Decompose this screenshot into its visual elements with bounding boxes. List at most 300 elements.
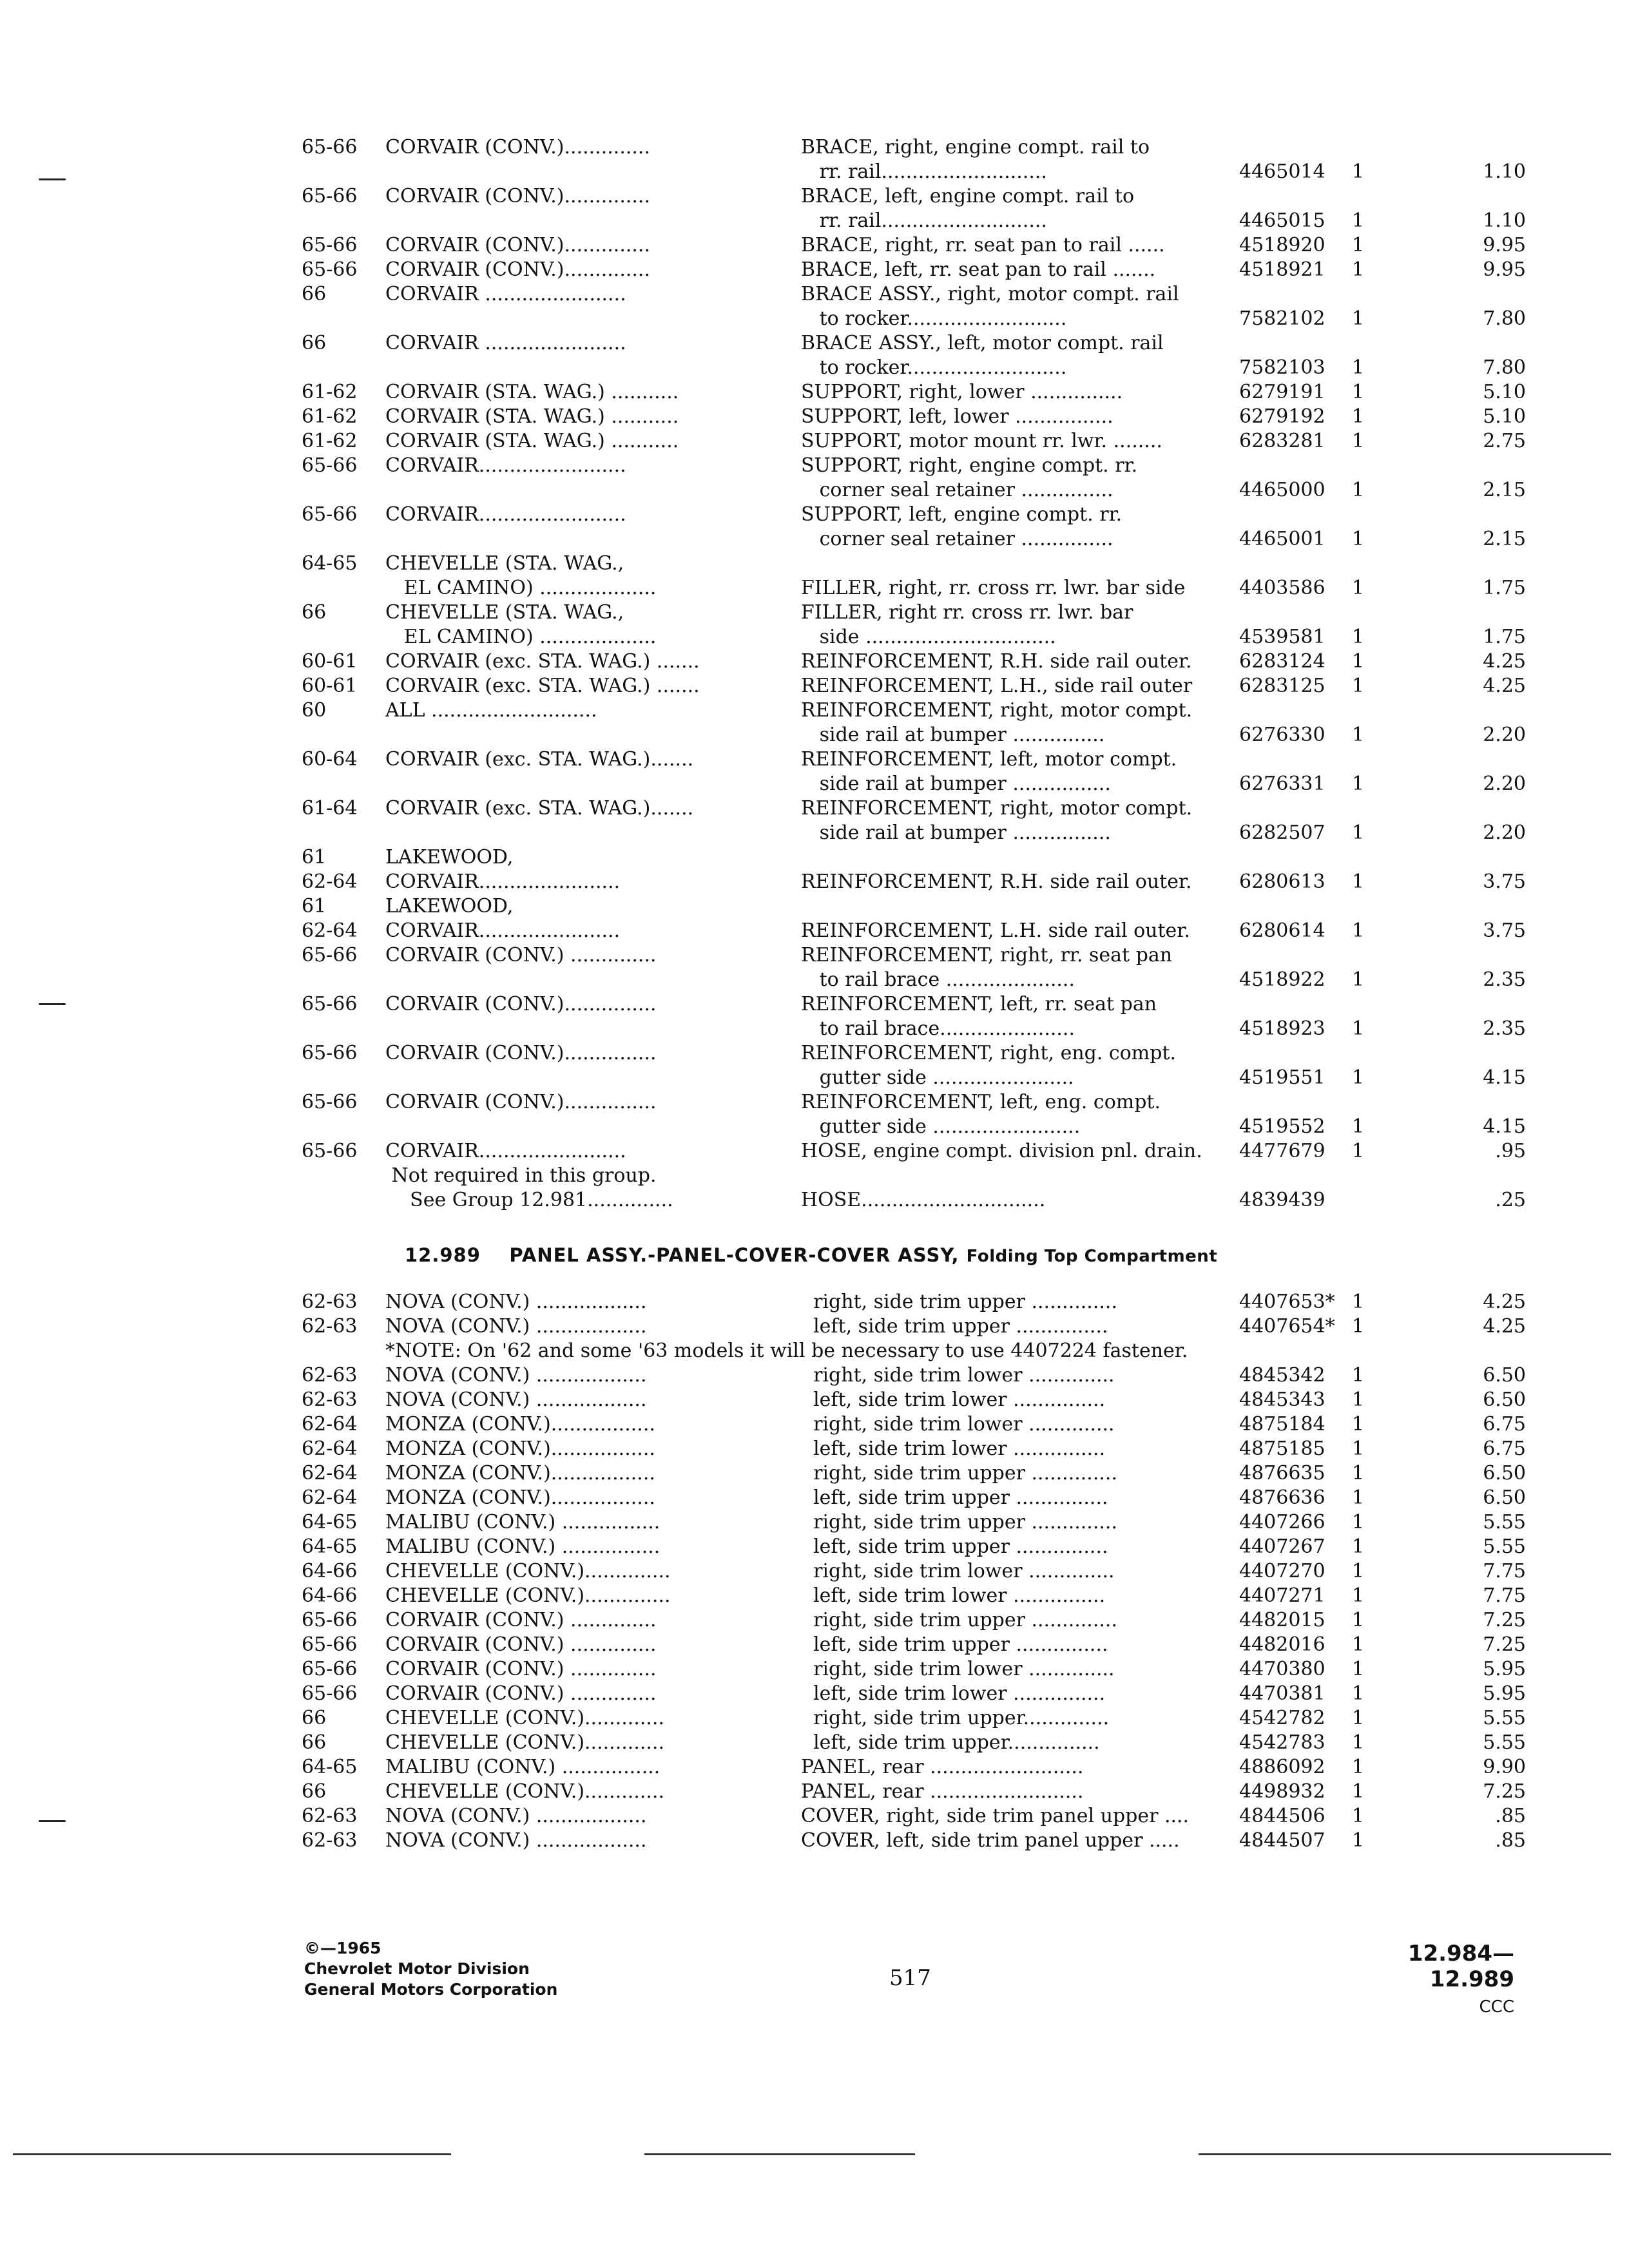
part-number-cell: 4518921: [1239, 258, 1325, 281]
year-cell: 66: [302, 601, 327, 624]
table-row: [302, 649, 1532, 674]
description-cell: SUPPORT, motor mount rr. lwr. ........: [801, 430, 1162, 452]
part-number-cell: 4477679: [1239, 1140, 1325, 1162]
description-cell: HOSE, engine compt. division pnl. drain.: [801, 1140, 1202, 1162]
model-cell: CORVAIR (CONV.)..............: [385, 234, 651, 256]
model-cell: CHEVELLE (CONV.)..............: [385, 1560, 671, 1582]
table-row: [302, 1510, 1532, 1535]
model-cell: CORVAIR (CONV.)...............: [385, 993, 657, 1015]
table-row: [302, 576, 1532, 601]
table-row: [302, 698, 1532, 723]
model-cell: CORVAIR........................: [385, 503, 626, 526]
description-cell: right, side trim upper ..............: [801, 1291, 1117, 1313]
description-cell: REINFORCEMENT, left, motor compt.: [801, 748, 1177, 771]
model-cell: CORVAIR (CONV.) ..............: [385, 1682, 657, 1705]
quantity-cell: 1: [1352, 1584, 1365, 1607]
table-row: [302, 1164, 1532, 1188]
description-cell: BRACE, left, engine compt. rail to: [801, 185, 1135, 207]
year-cell: 62-64: [302, 1462, 358, 1485]
table-row: [302, 625, 1532, 649]
quantity-cell: 1: [1352, 1066, 1365, 1089]
quantity-cell: 1: [1352, 1535, 1365, 1558]
table-row: [302, 894, 1532, 919]
year-cell: 65-66: [302, 944, 358, 966]
table-row: [302, 1017, 1532, 1041]
model-cell: MONZA (CONV.).................: [385, 1486, 655, 1509]
price-cell: 7.75: [1483, 1560, 1526, 1582]
quantity-cell: 1: [1352, 1437, 1365, 1460]
year-cell: 66: [302, 1707, 327, 1729]
table-row: [302, 1041, 1532, 1066]
table-row: [302, 1706, 1532, 1731]
table-row: [302, 184, 1532, 209]
price-cell: 6.50: [1483, 1364, 1526, 1387]
margin-mark: [39, 1003, 66, 1005]
table-row: [302, 1559, 1532, 1584]
model-cell: CORVAIR........................: [385, 454, 626, 477]
year-cell: 60: [302, 699, 327, 722]
quantity-cell: 1: [1352, 381, 1365, 403]
year-cell: 62-64: [302, 870, 358, 893]
part-number-cell: 4845343: [1239, 1389, 1325, 1411]
model-cell: CHEVELLE (CONV.).............: [385, 1707, 664, 1729]
description-cell: rr. rail...........................: [801, 160, 1047, 183]
part-number-cell: 4542783: [1239, 1731, 1325, 1754]
model-cell: CORVAIR.......................: [385, 870, 621, 893]
table-row: [302, 968, 1532, 992]
price-cell: 7.25: [1483, 1609, 1526, 1631]
price-cell: 1.10: [1483, 209, 1526, 232]
group-range-block: [1347, 1941, 1514, 2017]
part-number-cell: 4539581: [1239, 626, 1325, 648]
table-row: [302, 919, 1532, 943]
catalog-code: CCC: [1479, 1997, 1514, 2017]
table-row: [302, 552, 1532, 576]
model-cell: NOVA (CONV.) ..................: [385, 1315, 647, 1338]
quantity-cell: 1: [1352, 1805, 1365, 1827]
description-cell: PANEL, rear .........................: [801, 1756, 1084, 1778]
price-cell: 5.55: [1483, 1707, 1526, 1729]
description-cell: left, side trim lower ...............: [801, 1437, 1106, 1460]
description-cell: BRACE, right, rr. seat pan to rail ......: [801, 234, 1165, 256]
part-number-cell: 4875185: [1239, 1437, 1325, 1460]
table-row: [302, 454, 1532, 478]
quantity-cell: 1: [1352, 1682, 1365, 1705]
part-number-cell: 7582103: [1239, 356, 1325, 379]
quantity-cell: 1: [1352, 1140, 1365, 1162]
description-cell: rr. rail...........................: [801, 209, 1047, 232]
table-row: [302, 1090, 1532, 1115]
model-cell: CHEVELLE (CONV.).............: [385, 1780, 664, 1803]
price-cell: 2.20: [1483, 773, 1526, 795]
quantity-cell: 1: [1352, 258, 1365, 281]
model-cell: CHEVELLE (STA. WAG.,: [385, 601, 624, 624]
table-row: [302, 1804, 1532, 1829]
quantity-cell: 1: [1352, 919, 1365, 942]
year-cell: 65-66: [302, 136, 358, 159]
description-cell: left, side trim lower ...............: [801, 1682, 1106, 1705]
table-row: [302, 943, 1532, 968]
price-cell: 4.25: [1483, 1291, 1526, 1313]
part-number-cell: 4407271: [1239, 1584, 1325, 1607]
price-cell: 7.80: [1483, 307, 1526, 330]
description-cell: right, side trim upper ..............: [801, 1462, 1117, 1485]
description-cell: corner seal retainer ...............: [801, 479, 1113, 501]
description-cell: right, side trim upper..............: [801, 1707, 1110, 1729]
table-row: [302, 1633, 1532, 1657]
model-cell: MALIBU (CONV.) ................: [385, 1511, 660, 1533]
description-cell: side rail at bumper ...............: [801, 724, 1105, 746]
price-cell: 1.75: [1483, 626, 1526, 648]
part-number-cell: 6279191: [1239, 381, 1325, 403]
table-row: [302, 601, 1532, 625]
model-cell: CORVAIR (exc. STA. WAG.) .......: [385, 675, 700, 697]
year-cell: 66: [302, 1780, 327, 1803]
table-row: [302, 429, 1532, 454]
quantity-cell: 1: [1352, 160, 1365, 183]
part-number-cell: 7582102: [1239, 307, 1325, 330]
year-cell: 62-63: [302, 1389, 358, 1411]
table-row: [302, 258, 1532, 282]
table-row: [302, 1829, 1532, 1853]
table-row: [302, 160, 1532, 184]
table-row: [302, 1755, 1532, 1780]
part-number-cell: 4876635: [1239, 1462, 1325, 1485]
part-number-cell: 4839439: [1239, 1189, 1325, 1211]
description-cell: left, side trim upper ...............: [801, 1315, 1108, 1338]
table-row: [302, 1412, 1532, 1437]
table-row: [302, 796, 1532, 821]
description-cell: SUPPORT, left, engine compt. rr.: [801, 503, 1123, 526]
price-cell: 9.90: [1483, 1756, 1526, 1778]
part-number-cell: 4482015: [1239, 1609, 1325, 1631]
page-number: 517: [889, 1965, 931, 1991]
year-cell: 61-64: [302, 797, 358, 820]
parts-table-bottom: [302, 1290, 1532, 1853]
model-cell: EL CAMINO) ...................: [385, 626, 657, 648]
description-cell: HOSE..............................: [801, 1189, 1046, 1211]
model-cell: CORVAIR (CONV.)..............: [385, 185, 651, 207]
price-cell: 4.25: [1483, 1315, 1526, 1338]
price-cell: 7.80: [1483, 356, 1526, 379]
quantity-cell: 1: [1352, 234, 1365, 256]
description-cell: gutter side .......................: [801, 1066, 1074, 1089]
description-cell: right, side trim lower ..............: [801, 1413, 1115, 1436]
year-cell: 64-65: [302, 1535, 358, 1558]
price-cell: 4.25: [1483, 650, 1526, 673]
quantity-cell: 1: [1352, 870, 1365, 893]
quantity-cell: 1: [1352, 479, 1365, 501]
description-cell: to rail brace......................: [801, 1017, 1075, 1040]
part-number-cell: 4407267: [1239, 1535, 1325, 1558]
table-row: [302, 1339, 1532, 1363]
table-row: [302, 307, 1532, 331]
model-cell: CORVAIR (exc. STA. WAG.).......: [385, 748, 694, 771]
price-cell: 7.25: [1483, 1780, 1526, 1803]
year-cell: 61-62: [302, 405, 358, 428]
description-cell: PANEL, rear .........................: [801, 1780, 1084, 1803]
year-cell: 66: [302, 1731, 327, 1754]
table-row: [302, 1461, 1532, 1486]
part-number-cell: 4518923: [1239, 1017, 1325, 1040]
table-row: [302, 723, 1532, 747]
model-cell: Not required in this group.: [385, 1164, 657, 1187]
description-cell: FILLER, right rr. cross rr. lwr. bar: [801, 601, 1133, 624]
description-cell: FILLER, right, rr. cross rr. lwr. bar side: [801, 577, 1186, 599]
model-cell: CORVAIR (exc. STA. WAG.).......: [385, 797, 694, 820]
quantity-cell: 1: [1352, 356, 1365, 379]
description-cell: right, side trim upper ..............: [801, 1511, 1117, 1533]
model-cell: CORVAIR (CONV.)...............: [385, 1042, 657, 1064]
part-number-cell: 4844506: [1239, 1805, 1325, 1827]
model-cell: CORVAIR (STA. WAG.) ...........: [385, 405, 679, 428]
table-row: [302, 1486, 1532, 1510]
model-cell: CORVAIR.......................: [385, 919, 621, 942]
part-number-cell: 6283124: [1239, 650, 1325, 673]
description-cell: to rocker..........................: [801, 307, 1067, 330]
quantity-cell: 1: [1352, 724, 1365, 746]
year-cell: 62-63: [302, 1315, 358, 1338]
price-cell: .85: [1495, 1829, 1526, 1852]
table-row: [302, 1535, 1532, 1559]
description-cell: COVER, right, side trim panel upper ....: [801, 1805, 1190, 1827]
model-cell: CORVAIR (CONV.) ..............: [385, 1609, 657, 1631]
year-cell: 62-63: [302, 1364, 358, 1387]
model-cell: CORVAIR (CONV.)...............: [385, 1091, 657, 1113]
quantity-cell: 1: [1352, 968, 1365, 991]
quantity-cell: 1: [1352, 1364, 1365, 1387]
table-row: [302, 527, 1532, 552]
year-cell: 62-64: [302, 919, 358, 942]
part-number-cell: 4465014: [1239, 160, 1325, 183]
price-cell: 4.15: [1483, 1066, 1526, 1089]
price-cell: 2.75: [1483, 430, 1526, 452]
price-cell: 1.10: [1483, 160, 1526, 183]
section-heading: [405, 1244, 1217, 1266]
quantity-cell: 1: [1352, 822, 1365, 844]
description-cell: right, side trim lower ..............: [801, 1364, 1115, 1387]
table-row: [302, 845, 1532, 870]
section-title: PANEL ASSY.-PANEL-COVER-COVER ASSY,: [509, 1244, 959, 1266]
division-name: Chevrolet Motor Division: [304, 1959, 530, 1978]
model-cell: EL CAMINO) ...................: [385, 577, 657, 599]
price-cell: 5.10: [1483, 405, 1526, 428]
part-number-cell: 4407654*: [1239, 1315, 1335, 1338]
part-number-cell: 6280613: [1239, 870, 1325, 893]
description-cell: left, side trim upper ...............: [801, 1486, 1108, 1509]
table-row: [302, 1682, 1532, 1706]
model-cell: CORVAIR .......................: [385, 283, 626, 305]
model-cell: CHEVELLE (STA. WAG.,: [385, 552, 624, 575]
quantity-cell: 1: [1352, 1707, 1365, 1729]
table-row: [302, 1437, 1532, 1461]
quantity-cell: 1: [1352, 626, 1365, 648]
year-cell: 66: [302, 332, 327, 354]
year-cell: 64-65: [302, 552, 358, 575]
part-number-cell: 4519551: [1239, 1066, 1325, 1089]
description-cell: BRACE, right, engine compt. rail to: [801, 136, 1150, 159]
quantity-cell: 1: [1352, 1756, 1365, 1778]
year-cell: 61: [302, 895, 327, 918]
description-cell: REINFORCEMENT, L.H. side rail outer.: [801, 919, 1190, 942]
price-cell: 5.95: [1483, 1682, 1526, 1705]
year-cell: 61-62: [302, 381, 358, 403]
table-row: [302, 1115, 1532, 1139]
description-cell: REINFORCEMENT, R.H. side rail outer.: [801, 870, 1192, 893]
price-cell: 6.50: [1483, 1462, 1526, 1485]
quantity-cell: 1: [1352, 528, 1365, 550]
description-cell: COVER, left, side trim panel upper .....: [801, 1829, 1180, 1852]
price-cell: .85: [1495, 1805, 1526, 1827]
quantity-cell: 1: [1352, 1658, 1365, 1680]
model-cell: CORVAIR (CONV.)..............: [385, 136, 651, 159]
part-number-cell: 4465015: [1239, 209, 1325, 232]
model-cell: NOVA (CONV.) ..................: [385, 1389, 647, 1411]
year-cell: 64-65: [302, 1511, 358, 1533]
bottom-rule: [13, 2153, 451, 2155]
year-cell: 65-66: [302, 1682, 358, 1705]
quantity-cell: 1: [1352, 430, 1365, 452]
description-cell: to rocker..........................: [801, 356, 1067, 379]
table-row: [302, 380, 1532, 405]
quantity-cell: 1: [1352, 405, 1365, 428]
year-cell: 65-66: [302, 993, 358, 1015]
price-cell: 2.20: [1483, 724, 1526, 746]
year-cell: 60-61: [302, 650, 358, 673]
year-cell: 65-66: [302, 1609, 358, 1631]
table-row: [302, 1584, 1532, 1608]
quantity-cell: 1: [1352, 1315, 1365, 1338]
year-cell: 65-66: [302, 1091, 358, 1113]
model-cell: See Group 12.981..............: [385, 1189, 673, 1211]
quantity-cell: 1: [1352, 1486, 1365, 1509]
part-number-cell: 4518920: [1239, 234, 1325, 256]
price-cell: 2.20: [1483, 822, 1526, 844]
description-cell: SUPPORT, right, lower ...............: [801, 381, 1123, 403]
quantity-cell: 1: [1352, 1291, 1365, 1313]
quantity-cell: 1: [1352, 1511, 1365, 1533]
description-cell: left, side trim upper...............: [801, 1731, 1100, 1754]
part-number-cell: 4470380: [1239, 1658, 1325, 1680]
quantity-cell: 1: [1352, 1609, 1365, 1631]
price-cell: 2.35: [1483, 968, 1526, 991]
part-number-cell: 6282507: [1239, 822, 1325, 844]
part-number-cell: 4482016: [1239, 1633, 1325, 1656]
price-cell: 2.35: [1483, 1017, 1526, 1040]
year-cell: 60-61: [302, 675, 358, 697]
part-number-cell: 4875184: [1239, 1413, 1325, 1436]
quantity-cell: 1: [1352, 1115, 1365, 1138]
model-cell: MALIBU (CONV.) ................: [385, 1756, 660, 1778]
description-cell: REINFORCEMENT, right, motor compt.: [801, 797, 1193, 820]
table-row: [302, 1363, 1532, 1388]
price-cell: 6.75: [1483, 1413, 1526, 1436]
table-row: [302, 331, 1532, 356]
description-cell: SUPPORT, right, engine compt. rr.: [801, 454, 1138, 477]
table-row: [302, 282, 1532, 307]
quantity-cell: 1: [1352, 1829, 1365, 1852]
model-cell: NOVA (CONV.) ..................: [385, 1364, 647, 1387]
model-cell: LAKEWOOD,: [385, 895, 514, 918]
year-cell: 65-66: [302, 1658, 358, 1680]
model-cell: CORVAIR (CONV.) ..............: [385, 1633, 657, 1656]
part-number-cell: 4498932: [1239, 1780, 1325, 1803]
model-cell: CORVAIR........................: [385, 1140, 626, 1162]
price-cell: 3.75: [1483, 919, 1526, 942]
table-row: [302, 821, 1532, 845]
table-row: [302, 674, 1532, 698]
table-row: [302, 1608, 1532, 1633]
part-number-cell: 4407653*: [1239, 1291, 1335, 1313]
quantity-cell: 1: [1352, 209, 1365, 232]
part-number-cell: 6283281: [1239, 430, 1325, 452]
table-row: [302, 1731, 1532, 1755]
model-cell: MONZA (CONV.).................: [385, 1462, 655, 1485]
price-cell: 9.95: [1483, 258, 1526, 281]
part-number-cell: 6276330: [1239, 724, 1325, 746]
year-cell: 62-63: [302, 1829, 358, 1852]
model-cell: ALL ...........................: [385, 699, 597, 722]
model-cell: MALIBU (CONV.) ................: [385, 1535, 660, 1558]
description-cell: left, side trim lower ...............: [801, 1389, 1106, 1411]
publisher-block: [304, 1938, 557, 2000]
year-cell: 61-62: [302, 430, 358, 452]
year-cell: 64-66: [302, 1584, 358, 1607]
quantity-cell: 1: [1352, 1462, 1365, 1485]
quantity-cell: 1: [1352, 1560, 1365, 1582]
description-cell: REINFORCEMENT, right, motor compt.: [801, 699, 1193, 722]
description-cell: side rail at bumper ................: [801, 822, 1111, 844]
model-cell: CORVAIR .......................: [385, 332, 626, 354]
quantity-cell: 1: [1352, 773, 1365, 795]
table-row: [302, 1188, 1532, 1213]
margin-mark: [39, 1820, 66, 1822]
part-number-cell: 6276331: [1239, 773, 1325, 795]
description-cell: right, side trim lower ..............: [801, 1658, 1115, 1680]
description-cell: left, side trim upper ...............: [801, 1535, 1108, 1558]
price-cell: 7.75: [1483, 1584, 1526, 1607]
description-cell: REINFORCEMENT, R.H. side rail outer.: [801, 650, 1192, 673]
model-cell: CHEVELLE (CONV.)..............: [385, 1584, 671, 1607]
description-cell: REINFORCEMENT, L.H., side rail outer: [801, 675, 1193, 697]
quantity-cell: 1: [1352, 1780, 1365, 1803]
table-row: [302, 405, 1532, 429]
year-cell: 65-66: [302, 258, 358, 281]
year-cell: 64-66: [302, 1560, 358, 1582]
table-row: [302, 1066, 1532, 1090]
year-cell: 65-66: [302, 1633, 358, 1656]
model-cell: NOVA (CONV.) ..................: [385, 1291, 647, 1313]
parts-table-top: [302, 135, 1532, 1213]
table-row: [302, 478, 1532, 503]
description-cell: REINFORCEMENT, right, eng. compt.: [801, 1042, 1177, 1064]
quantity-cell: 1: [1352, 1017, 1365, 1040]
year-cell: 62-63: [302, 1805, 358, 1827]
year-cell: 62-63: [302, 1291, 358, 1313]
model-cell: CORVAIR (STA. WAG.) ...........: [385, 430, 679, 452]
part-number-cell: 4465000: [1239, 479, 1325, 501]
price-cell: 6.75: [1483, 1437, 1526, 1460]
table-row: [302, 356, 1532, 380]
quantity-cell: 1: [1352, 1633, 1365, 1656]
year-cell: 65-66: [302, 1140, 358, 1162]
price-cell: 5.95: [1483, 1658, 1526, 1680]
bottom-rule: [644, 2153, 915, 2155]
price-cell: 4.15: [1483, 1115, 1526, 1138]
price-cell: 4.25: [1483, 675, 1526, 697]
price-cell: 9.95: [1483, 234, 1526, 256]
year-cell: 65-66: [302, 1042, 358, 1064]
